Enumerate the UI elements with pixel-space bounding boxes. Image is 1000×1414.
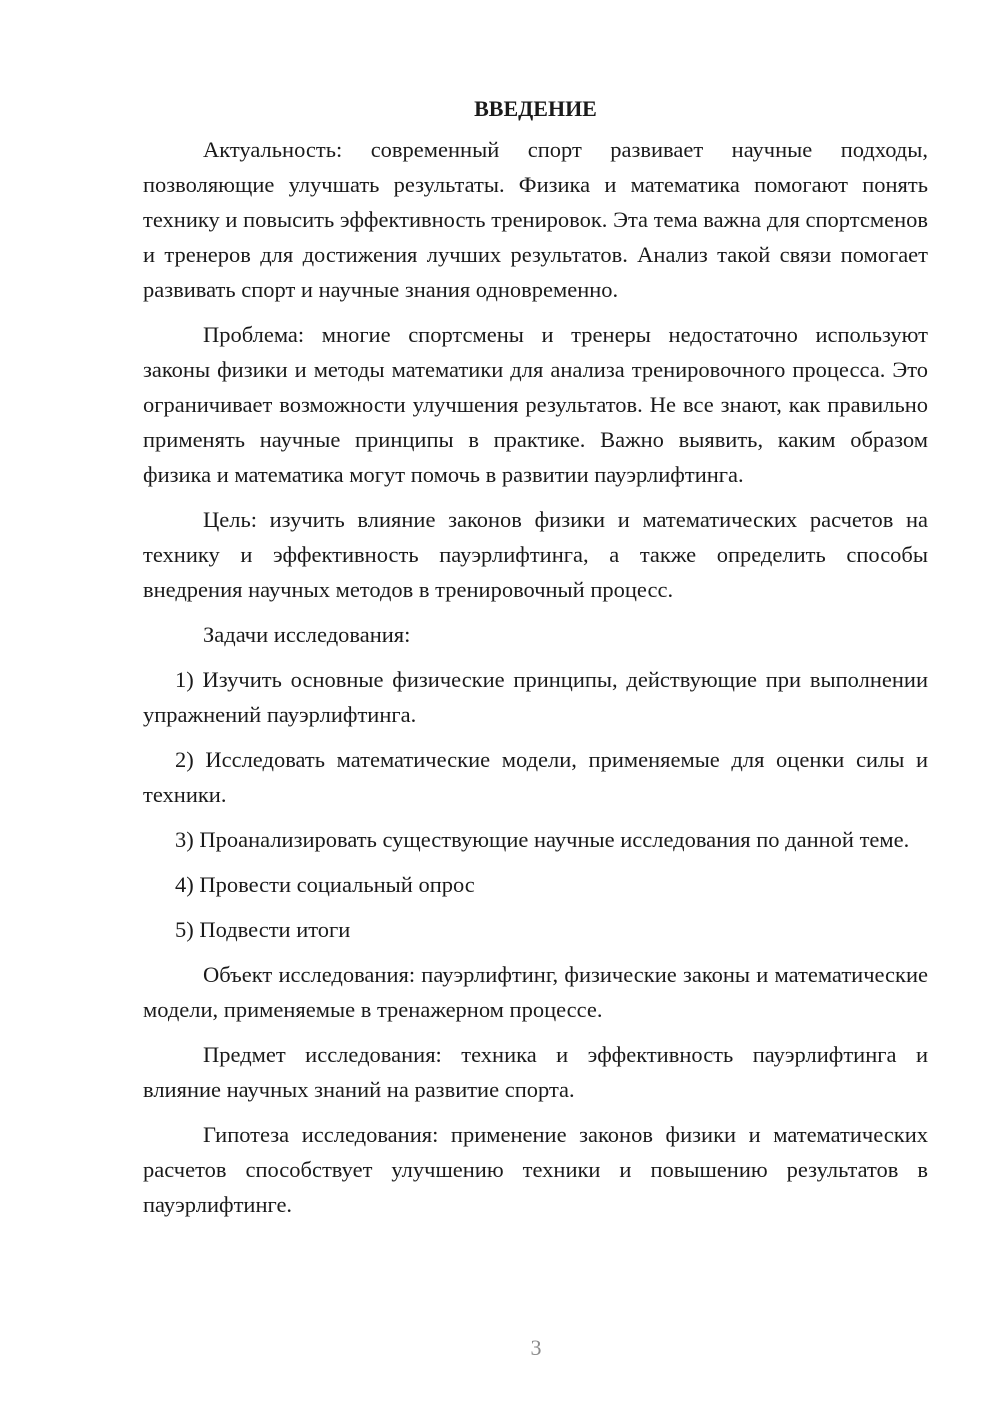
paragraph-hypothesis: Гипотеза исследования: применение законов физики и математических расчетов способствует улучшению техники и повышению результатов в пауэрлифтинге.: [143, 1122, 928, 1217]
paragraph-goal: Цель: изучить влияние законов физики и математических расчетов на технику и эффективность пауэрлифтинга, а также определить способы внедрения научных методов в тренировочный процесс.: [143, 507, 928, 602]
task-item-3: 3) Проанализировать существующие научные исследования по данной теме.: [175, 827, 910, 852]
task-item-2: 2) Исследовать математические модели, применяемые для оценки силы и техники.: [143, 747, 928, 807]
page-number: 3: [530, 1335, 542, 1360]
paragraph-object: Объект исследования: пауэрлифтинг, физические законы и математические модели, применяемые в тренажерном процессе.: [143, 962, 928, 1022]
paragraph-problem: Проблема: многие спортсмены и тренеры недостаточно используют законы физики и методы математики для анализа тренировочного процесса. Это ограничивает возможности улучшения результатов. Не все знают, как правильно применять научные принципы в практике. Важно выявить, каким образом физика и математика могут помочь в развитии пауэрлифтинга.: [143, 322, 928, 487]
paragraph-subject: Предмет исследования: техника и эффективность пауэрлифтинга и влияние научных знаний на развитие спорта.: [143, 1042, 928, 1102]
document-body: [143, 94, 928, 1232]
page-title: ВВЕДЕНИЕ: [474, 96, 597, 121]
paragraph-relevance: Актуальность: современный спорт развивает научные подходы, позволяющие улучшать результаты. Физика и математика помогают понять технику и повысить эффективность тренировок. Эта тема важна для спортсменов и тренеров для достижения лучших результатов. Анализ такой связи помогает развивать спорт и научные знания одновременно.: [143, 137, 928, 302]
task-item-5: 5) Подвести итоги: [175, 917, 351, 942]
task-item-4: 4) Провести социальный опрос: [175, 872, 475, 897]
tasks-heading: Задачи исследования:: [203, 622, 411, 647]
task-item-1: 1) Изучить основные физические принципы, действующие при выполнении упражнений пауэрлифтинга.: [143, 667, 928, 727]
